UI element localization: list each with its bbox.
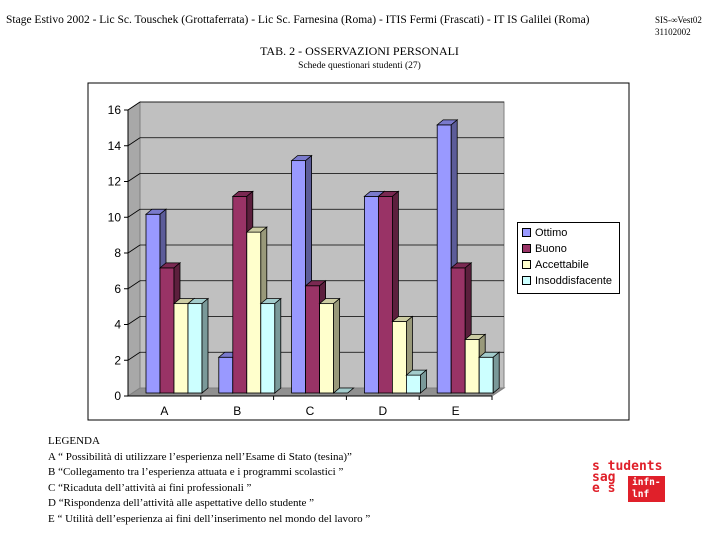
x-tick-label: A — [160, 404, 169, 418]
logo-line1: s tudents — [592, 459, 663, 474]
legend-item-buono — [522, 242, 567, 256]
chart-legend — [517, 222, 620, 294]
key-item-c: C “Ricaduta dell’attività ai fini professionali ” — [48, 481, 252, 494]
document-code-line1: SIS-∞Vest02 — [655, 15, 702, 25]
y-tick-label: 6 — [114, 281, 121, 296]
header-text: Stage Estivo 2002 - Lic Sc. Touschek (Grottaferrata) - Lic Sc. Farnesina (Roma) - ITIS Fermi (Frascati) - IT IS Galilei (Roma) — [6, 14, 590, 26]
legend-label: Accettabile — [535, 259, 589, 271]
bar-insoddisfacente-d — [406, 370, 426, 393]
x-tick-label: D — [378, 404, 388, 418]
x-tick-label: E — [451, 404, 460, 418]
category-key — [48, 434, 370, 527]
logo-line2: sag — [592, 470, 616, 485]
y-tick-label: 10 — [107, 210, 121, 225]
bar-insoddisfacente-b — [261, 299, 281, 393]
legend-label: Ottimo — [535, 227, 568, 239]
key-item-e: E “ Utilità dell’esperienza ai fini dell’inserimento nel mondo del lavoro ” — [48, 512, 371, 525]
y-tick-label: 2 — [114, 353, 121, 368]
x-tick-label: C — [305, 404, 315, 418]
y-tick-label: 16 — [107, 103, 121, 117]
y-tick-label: 14 — [107, 138, 121, 153]
y-tick-label: 12 — [107, 174, 121, 189]
bar-insoddisfacente-e — [479, 352, 499, 393]
key-item-d: D “Rispondenza dell’attività alle aspettative dello studente ” — [48, 497, 315, 509]
y-tick-label: 0 — [114, 389, 121, 403]
legend-swatch — [522, 260, 531, 269]
bar-insoddisfacente-a — [188, 299, 208, 393]
key-item-a: A “ Possibilità di utilizzare l’esperienza nell’Esame di Stato (tesina)” — [48, 450, 352, 463]
y-tick-label: 8 — [114, 246, 121, 260]
legend-item-ottimo — [522, 226, 567, 240]
key-item-b: B “Collegamento tra l’esperienza attuata e i programmi scolastici ” — [48, 466, 344, 478]
logo-tag: infn-lnf — [628, 476, 665, 502]
chart-title: TAB. 2 - OSSERVAZIONI PERSONALI — [260, 44, 459, 58]
chart-subtitle: Schede questionari studenti (27) — [298, 61, 421, 71]
legend-swatch — [522, 244, 531, 253]
legend-label: Insoddisfacente — [535, 275, 613, 287]
legend-item-accettabile — [522, 258, 589, 272]
logo-line3: e s — [592, 481, 616, 496]
document-code-line2: 31102002 — [655, 27, 691, 37]
key-heading: LEGENDA — [48, 435, 100, 447]
legend-swatch — [522, 228, 531, 237]
legend-swatch — [522, 276, 531, 285]
x-tick-label: B — [233, 404, 242, 418]
legend-label: Buono — [535, 243, 567, 255]
y-tick-label: 4 — [114, 317, 121, 332]
legend-item-insoddisfacente — [522, 274, 612, 288]
bar-accettabile-c — [320, 299, 340, 393]
